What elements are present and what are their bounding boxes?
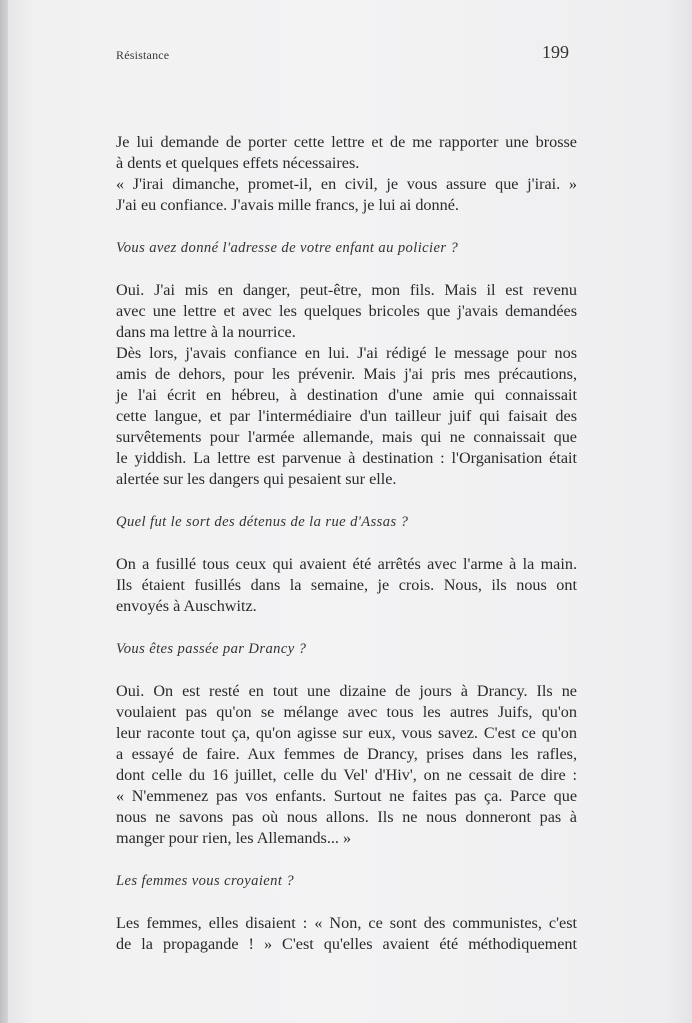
text-line: Oui. On est resté en tout une dizaine de jours à Drancy. Ils ne	[116, 682, 577, 700]
text-line: à dents et quelques effets nécessaires.	[116, 154, 360, 172]
book-page	[8, 0, 692, 1023]
text-line: cette langue, et par l'intermédiaire d'un tailleur juif qui faisait des	[116, 407, 577, 425]
text-line: de la propagande ! » C'est qu'elles avaient été méthodiquement	[116, 935, 577, 953]
question-drancy: Vous êtes passée par Drancy ?	[116, 641, 307, 657]
text-line: Oui. J'ai mis en danger, peut-être, mon fils. Mais il est revenu	[116, 281, 577, 299]
text-line: leur raconte tout ça, qu'on agisse sur eux, vous savez. C'est ce qu'on	[116, 724, 577, 742]
text-line: le yiddish. La lettre est parvenue à destination : l'Organisation était	[116, 449, 577, 467]
text-line: voulaient pas qu'on se mélange avec tous les autres Juifs, qu'on	[116, 703, 577, 721]
text-line: survêtements pour l'armée allemande, mais qui ne connaissait que	[116, 428, 577, 446]
paragraph-fusilles	[116, 554, 577, 617]
text-line: « J'irai dimanche, promet-il, en civil, je vous assure que j'irai. »	[116, 175, 577, 193]
running-head: Résistance	[116, 48, 170, 62]
paragraph-letter	[116, 132, 577, 216]
text-line: J'ai eu confiance. J'avais mille francs, je lui ai donné.	[116, 196, 459, 214]
text-line: Dès lors, j'avais confiance en lui. J'ai rédigé le message pour nos	[116, 344, 577, 362]
text-line: dans ma lettre à la nourrice.	[116, 323, 296, 341]
text-line: manger pour rien, les Allemands... »	[116, 829, 352, 847]
text-line: Je lui demande de porter cette lettre et de me rapporter une brosse	[116, 133, 577, 151]
text-line: Les femmes, elles disaient : « Non, ce sont des communistes, c'est	[116, 914, 577, 932]
text-line: avec une lettre et avec les quelques bricoles que j'avais demandées	[116, 302, 577, 320]
text-line: nous ne savons pas où nous allons. Ils ne nous donneront pas à	[116, 808, 577, 826]
text-line: Ils étaient fusillés dans la semaine, je crois. Nous, ils nous ont	[116, 576, 577, 594]
page-number: 199	[542, 42, 569, 62]
text-line: alertée sur les dangers qui pesaient sur elle.	[116, 470, 397, 488]
page-body	[116, 132, 577, 955]
text-line: je l'ai écrit en hébreu, à destination d'une amie qui connaissait	[116, 386, 577, 404]
paragraph-drancy	[116, 681, 577, 849]
text-line: envoyés à Auschwitz.	[116, 597, 257, 615]
text-line: amis de dehors, pour les prévenir. Mais j'ai pris mes précautions,	[116, 365, 577, 383]
text-line: « N'emmenez pas vos enfants. Surtout ne faites pas ça. Parce que	[116, 787, 577, 805]
question-assas: Quel fut le sort des détenus de la rue d'Assas ?	[116, 514, 409, 530]
paragraph-danger	[116, 280, 577, 490]
text-line: dont celle du 16 juillet, celle du Vel' d'Hiv', on ne cessait de dire :	[116, 766, 577, 784]
question-femmes: Les femmes vous croyaient ?	[116, 873, 295, 889]
text-line: On a fusillé tous ceux qui avaient été arrêtés avec l'arme à la main.	[116, 555, 577, 573]
paragraph-femmes	[116, 913, 577, 955]
page-gutter	[0, 0, 8, 1023]
question-address: Vous avez donné l'adresse de votre enfant au policier ?	[116, 240, 459, 256]
text-line: a essayé de faire. Aux femmes de Drancy, prises dans les rafles,	[116, 745, 577, 763]
